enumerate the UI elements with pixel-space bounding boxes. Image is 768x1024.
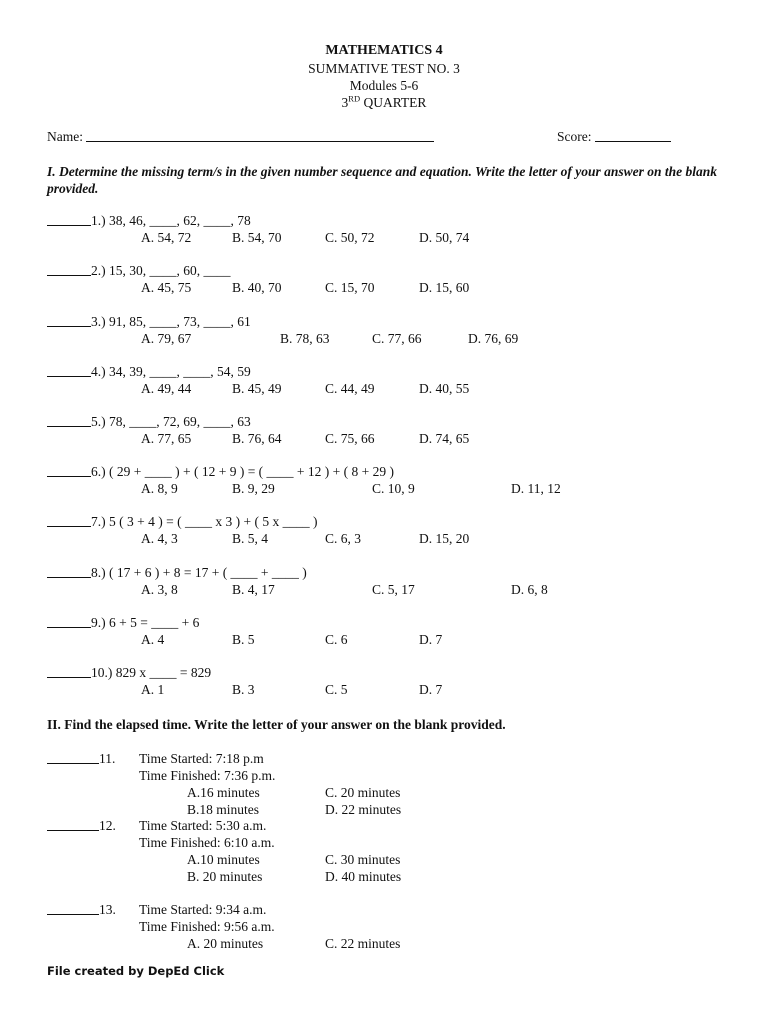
question-row [47, 665, 211, 681]
question-text: 8.) ( 17 + 6 ) + 8 = 17 + ( ____ + ____ ) [91, 565, 307, 580]
question-text: 2.) 15, 30, ____, 60, ____ [91, 263, 231, 278]
part2-instruction: II. Find the elapsed time. Write the letter of your answer on the blank provided. [47, 717, 506, 732]
answer-blank[interactable] [47, 902, 99, 915]
answer-option[interactable]: C. 44, 49 [325, 381, 375, 396]
answer-option[interactable]: A. 77, 65 [141, 431, 192, 446]
question-row [47, 364, 251, 380]
answer-option[interactable]: D. 15, 60 [419, 280, 470, 295]
footer-credit: File created by DepEd Click [47, 964, 225, 978]
answer-blank[interactable] [47, 665, 91, 678]
time-started: Time Started: 5:30 a.m. [139, 818, 267, 833]
answer-option[interactable]: A. 3, 8 [141, 582, 178, 597]
question-row [47, 818, 116, 834]
score-blank[interactable] [595, 129, 671, 142]
question-row [47, 314, 251, 330]
answer-blank[interactable] [47, 751, 99, 764]
answer-option[interactable]: A. 4 [141, 632, 165, 647]
question-row [47, 263, 231, 279]
answer-blank[interactable] [47, 263, 91, 276]
answer-option[interactable]: C. 6, 3 [325, 531, 362, 546]
answer-option[interactable]: B. 3 [232, 682, 255, 697]
answer-option[interactable]: D. 74, 65 [419, 431, 470, 446]
answer-option[interactable]: B. 5 [232, 632, 255, 647]
answer-blank[interactable] [47, 213, 91, 226]
answer-option[interactable]: C. 6 [325, 632, 348, 647]
quarter-label [0, 95, 768, 111]
question-row [47, 213, 251, 229]
answer-option[interactable]: B. 40, 70 [232, 280, 282, 295]
answer-option[interactable]: C. 10, 9 [372, 481, 415, 496]
answer-option[interactable]: C. 77, 66 [372, 331, 422, 346]
answer-option[interactable]: C. 5, 17 [372, 582, 415, 597]
name-blank[interactable] [86, 129, 434, 142]
answer-option[interactable]: B. 78, 63 [280, 331, 330, 346]
question-text: 5.) 78, ____, 72, 69, ____, 63 [91, 414, 251, 429]
answer-option[interactable]: B. 76, 64 [232, 431, 282, 446]
answer-option[interactable]: A. 4, 3 [141, 531, 178, 546]
quarter-suffix: RD [348, 93, 361, 104]
question-row [47, 514, 317, 530]
question-text: 1.) 38, 46, ____, 62, ____, 78 [91, 213, 251, 228]
answer-option[interactable]: C. 30 minutes [325, 852, 401, 867]
answer-option[interactable]: B. 45, 49 [232, 381, 282, 396]
answer-option[interactable]: D. 7 [419, 682, 443, 697]
modules-label: Modules 5-6 [349, 78, 419, 93]
answer-option[interactable]: D. 76, 69 [468, 331, 519, 346]
answer-option[interactable]: D. 6, 8 [511, 582, 548, 597]
question-row [47, 565, 307, 581]
answer-option[interactable]: B. 20 minutes [187, 869, 263, 884]
time-started: Time Started: 7:18 p.m [139, 751, 264, 766]
answer-option[interactable]: D. 40, 55 [419, 381, 470, 396]
answer-option[interactable]: C. 75, 66 [325, 431, 375, 446]
answer-option[interactable]: A. 79, 67 [141, 331, 192, 346]
answer-option[interactable]: A.16 minutes [187, 785, 260, 800]
question-number: 13. [99, 902, 116, 917]
answer-option[interactable]: B.18 minutes [187, 802, 260, 817]
answer-option[interactable]: B. 9, 29 [232, 481, 275, 496]
question-number: 12. [99, 818, 116, 833]
question-text: 7.) 5 ( 3 + 4 ) = ( ____ x 3 ) + ( 5 x ____ ) [91, 514, 318, 529]
quarter-number: 3 [341, 95, 349, 110]
answer-blank[interactable] [47, 414, 91, 427]
question-row [47, 902, 116, 918]
answer-option[interactable]: D. 40 minutes [325, 869, 402, 884]
question-text: 10.) 829 x ____ = 829 [91, 665, 212, 680]
answer-blank[interactable] [47, 314, 91, 327]
answer-option[interactable]: A. 45, 75 [141, 280, 192, 295]
question-number: 11. [99, 751, 116, 766]
time-finished: Time Finished: 9:56 a.m. [139, 919, 275, 934]
answer-option[interactable]: C. 5 [325, 682, 348, 697]
time-finished: Time Finished: 6:10 a.m. [139, 835, 275, 850]
question-text: 4.) 34, 39, ____, ____, 54, 59 [91, 364, 251, 379]
answer-option[interactable]: D. 22 minutes [325, 802, 402, 817]
answer-blank[interactable] [47, 565, 91, 578]
part1-instruction: I. Determine the missing term/s in the given number sequence and equation. Write the letter of your answer on the blank provided. [47, 164, 718, 196]
time-started: Time Started: 9:34 a.m. [139, 902, 267, 917]
name-label: Name: [47, 129, 83, 144]
answer-option[interactable]: D. 11, 12 [511, 481, 561, 496]
answer-blank[interactable] [47, 514, 91, 527]
answer-option[interactable]: B. 4, 17 [232, 582, 275, 597]
answer-option[interactable]: B. 54, 70 [232, 230, 282, 245]
answer-option[interactable]: A. 20 minutes [187, 936, 264, 951]
score-label: Score: [557, 129, 592, 144]
document-title: MATHEMATICS 4 [325, 43, 443, 58]
answer-option[interactable]: C. 22 minutes [325, 936, 401, 951]
answer-option[interactable]: C. 15, 70 [325, 280, 375, 295]
question-row [47, 751, 115, 767]
answer-option[interactable]: D. 50, 74 [419, 230, 470, 245]
answer-option[interactable]: D. 7 [419, 632, 443, 647]
answer-option[interactable]: C. 50, 72 [325, 230, 375, 245]
question-text: 3.) 91, 85, ____, 73, ____, 61 [91, 314, 251, 329]
answer-option[interactable]: A. 49, 44 [141, 381, 192, 396]
answer-option[interactable]: A.10 minutes [187, 852, 260, 867]
question-row [47, 615, 199, 631]
answer-option[interactable]: A. 54, 72 [141, 230, 192, 245]
score-field[interactable] [557, 129, 671, 145]
name-field[interactable] [47, 129, 434, 145]
question-text: 6.) ( 29 + ____ ) + ( 12 + 9 ) = ( ____ + 12 ) + ( 8 + 29 ) [91, 464, 395, 479]
question-row [47, 464, 394, 480]
question-row [47, 414, 251, 430]
answer-option[interactable]: D. 15, 20 [419, 531, 470, 546]
answer-option[interactable]: C. 20 minutes [325, 785, 401, 800]
test-title: SUMMATIVE TEST NO. 3 [308, 61, 460, 76]
answer-option[interactable]: B. 5, 4 [232, 531, 269, 546]
answer-option[interactable]: A. 8, 9 [141, 481, 178, 496]
answer-blank[interactable] [47, 364, 91, 377]
answer-blank[interactable] [47, 818, 99, 831]
question-text: 9.) 6 + 5 = ____ + 6 [91, 615, 200, 630]
answer-blank[interactable] [47, 615, 91, 628]
time-finished: Time Finished: 7:36 p.m. [139, 768, 276, 783]
answer-option[interactable]: A. 1 [141, 682, 165, 697]
answer-blank[interactable] [47, 464, 91, 477]
quarter-word: QUARTER [363, 95, 427, 110]
